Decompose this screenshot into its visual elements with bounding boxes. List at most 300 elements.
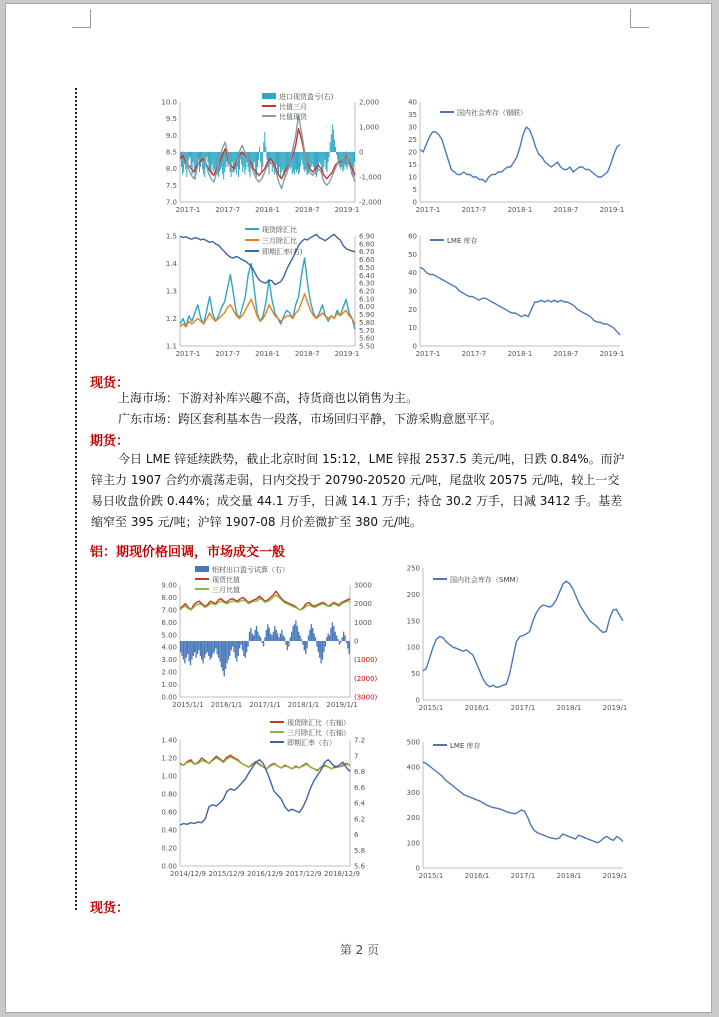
y-tick-label: 1.3	[165, 287, 177, 296]
legend-label: LME 库存	[447, 237, 478, 245]
chart-aluminum-fx-ratio	[145, 718, 390, 886]
series-line	[420, 267, 620, 335]
y-tick-label: 0	[412, 198, 417, 207]
y-tick-label: 1.00	[161, 772, 177, 781]
x-tick-label: 2019/1/1	[326, 701, 358, 709]
bar-mark	[204, 152, 205, 177]
y2-tick-label: 6.10	[359, 295, 375, 304]
x-tick-label: 2018-1	[507, 350, 533, 358]
x-tick-label: 2017-7	[461, 206, 487, 214]
y-tick-label: 200	[406, 814, 420, 823]
y2-tick-label: 5.70	[359, 326, 375, 335]
bar-mark	[283, 152, 284, 175]
bar-mark	[296, 152, 297, 172]
x-tick-label: 2017-1	[415, 350, 441, 358]
bar-mark	[221, 641, 222, 667]
bar-mark	[311, 152, 312, 167]
chart-aluminum-domestic-inventory	[398, 565, 628, 713]
x-tick-label: 2017-1	[415, 206, 441, 214]
bar-mark	[201, 641, 202, 660]
x-tick-label: 2015/12/9	[208, 870, 245, 878]
bar-mark	[310, 152, 311, 170]
bar-mark	[233, 641, 234, 652]
bar-mark	[214, 152, 215, 170]
bar-mark	[312, 628, 313, 641]
bar-mark	[180, 641, 181, 652]
x-tick-label: 2019-1	[599, 350, 625, 358]
x-tick-label: 2018-1	[255, 206, 280, 214]
x-tick-label: 2019-1	[599, 206, 625, 214]
bar-mark	[261, 152, 262, 172]
bar-mark	[315, 637, 316, 641]
y-tick-label: 1.5	[165, 232, 177, 241]
bar-mark	[319, 152, 320, 162]
y2-tick-label: 7	[354, 752, 359, 761]
series-line	[420, 127, 620, 182]
bar-mark	[219, 641, 220, 662]
bar-mark	[273, 632, 274, 641]
crop-mark-top-left	[72, 9, 91, 28]
bar-mark	[267, 624, 268, 641]
y2-tick-label: 7.2	[354, 736, 366, 745]
bar-mark	[285, 641, 286, 645]
bar-mark	[191, 641, 192, 660]
y-tick-label: 150	[406, 617, 420, 626]
bar-mark	[347, 641, 348, 648]
y2-tick-label: 2000	[354, 600, 372, 609]
margin-dotted-line	[75, 88, 77, 910]
series-line	[180, 760, 350, 825]
bar-mark	[301, 639, 302, 641]
bar-mark	[277, 634, 278, 641]
bar-mark	[257, 152, 258, 167]
bar-mark	[322, 641, 323, 660]
bar-mark	[283, 635, 284, 641]
bar-mark	[281, 152, 282, 172]
y2-tick-label: 6.8	[354, 768, 366, 776]
bar-mark	[330, 628, 331, 641]
legend-label: 铝材出口盈亏试算（右）	[212, 566, 289, 574]
bar-mark	[322, 152, 323, 172]
x-tick-label: 2018/1	[556, 872, 582, 880]
bar-mark	[305, 641, 306, 654]
bar-mark	[191, 152, 192, 167]
bar-mark	[332, 125, 333, 153]
bar-mark	[246, 641, 247, 652]
bar-mark	[264, 637, 265, 641]
y-tick-label: 50	[408, 250, 417, 259]
bar-mark	[197, 152, 198, 165]
bar-mark	[277, 152, 278, 170]
y2-tick-label: 6.30	[359, 279, 375, 288]
bar-mark	[225, 641, 226, 669]
y-tick-label: 1.40	[161, 736, 177, 745]
crop-mark-top-right	[630, 9, 649, 28]
y2-tick-label: 6.00	[359, 303, 375, 312]
bar-mark	[232, 152, 233, 162]
futures-text-line2: 锌主力 1907 合约亦震荡走弱，日内交投于 20790-20520 元/吨，尾盘收 20575 元/吨，较上一交	[91, 473, 620, 487]
bar-mark	[217, 641, 218, 654]
y-tick-label: 5	[412, 186, 417, 194]
bar-mark	[188, 641, 189, 662]
y-tick-label: 4.00	[161, 643, 177, 652]
chart-zinc-domestic-inventory	[395, 92, 625, 222]
bar-mark	[343, 632, 344, 641]
bar-mark	[184, 641, 185, 663]
bar-mark	[213, 152, 214, 172]
y2-tick-label: 5.80	[359, 318, 375, 327]
y-tick-label: 25	[408, 136, 417, 144]
y2-tick-label: 3000	[354, 581, 372, 590]
y-tick-label: 300	[406, 788, 420, 797]
bar-mark	[245, 641, 246, 658]
legend-label: 现货比值	[212, 576, 240, 584]
y-tick-label: 7.0	[165, 198, 177, 207]
bar-mark	[331, 135, 332, 153]
bar-mark	[336, 152, 337, 155]
bar-mark	[240, 641, 241, 645]
page-number: 第 2 页	[339, 943, 380, 957]
bar-mark	[212, 152, 213, 165]
bar-mark	[342, 637, 343, 641]
y-tick-label: 30	[408, 287, 417, 296]
bar-mark	[210, 152, 211, 172]
bar-mark	[205, 641, 206, 654]
bar-mark	[323, 152, 324, 167]
bar-mark	[297, 152, 298, 170]
bar-mark	[266, 630, 267, 641]
shanghai-market-text: 上海市场：下游对补库兴趣不高，持货商也以销售为主。	[118, 391, 419, 405]
bar-mark	[328, 634, 329, 641]
bar-mark	[259, 147, 260, 152]
x-tick-label: 2017/1	[510, 704, 536, 712]
bar-mark	[249, 632, 250, 641]
bar-mark	[197, 641, 198, 654]
y-tick-label: 0	[415, 864, 420, 873]
y-tick-label: 60	[408, 232, 417, 241]
y2-tick-label: -2,000	[359, 198, 382, 207]
x-tick-label: 2018-1	[507, 206, 533, 214]
bar-mark	[259, 635, 260, 641]
y-tick-label: 0.60	[161, 808, 177, 817]
y-tick-label: 6.00	[161, 618, 177, 627]
bar-mark	[326, 637, 327, 641]
x-tick-label: 2016/1	[464, 872, 490, 880]
bar-mark	[242, 152, 243, 172]
bar-mark	[269, 628, 270, 641]
bar-mark	[250, 628, 251, 641]
legend-label: 即期汇率(右)	[262, 248, 303, 256]
bar-mark	[302, 641, 303, 645]
x-tick-label: 2019-1	[334, 206, 360, 214]
bar-mark	[247, 641, 248, 647]
guangdong-market-text: 广东市场：跨区套利基本告一段落，市场回归平静，下游采购意愿平平。	[118, 412, 503, 426]
bar-mark	[346, 641, 347, 643]
bar-mark	[252, 634, 253, 641]
x-tick-label: 2015/1/1	[172, 701, 204, 709]
y2-tick-label: -1,000	[359, 173, 382, 182]
bar-mark	[195, 641, 196, 658]
y-tick-label: 5.00	[161, 631, 177, 640]
legend-swatch	[195, 566, 209, 572]
chart-zinc-import-ratio	[150, 92, 390, 222]
bar-mark	[254, 630, 255, 641]
y2-tick-label: (3000)	[354, 693, 378, 702]
bar-mark	[314, 152, 315, 170]
bar-mark	[188, 152, 189, 160]
bar-mark	[208, 152, 209, 170]
bar-mark	[320, 152, 321, 165]
y-tick-label: 1.4	[165, 260, 177, 268]
y2-tick-label: 5.50	[359, 342, 375, 351]
spot-heading-2: 现货：	[90, 901, 130, 916]
y-tick-label: 8.00	[161, 593, 177, 602]
bar-mark	[344, 635, 345, 641]
bar-mark	[335, 147, 336, 152]
x-tick-label: 2018-7	[553, 350, 579, 358]
bar-mark	[280, 634, 281, 641]
bar-mark	[299, 152, 300, 172]
bar-mark	[298, 632, 299, 641]
y-tick-label: 0	[415, 696, 420, 705]
legend-swatch	[262, 93, 276, 99]
y-tick-label: 35	[408, 111, 417, 119]
aluminum-section-title: 铝：期现价格回调，市场成交一般	[90, 545, 286, 560]
bar-mark	[260, 637, 261, 641]
series-line	[423, 762, 623, 843]
bar-mark	[291, 632, 292, 641]
y-tick-label: 100	[406, 839, 420, 848]
bar-mark	[308, 635, 309, 641]
legend-label: 比值现货	[279, 113, 307, 121]
y2-tick-label: 6	[354, 831, 359, 839]
y-tick-label: 8.5	[165, 148, 177, 157]
bar-mark	[333, 626, 334, 641]
y2-tick-label: 5.60	[359, 334, 375, 343]
bar-mark	[264, 132, 265, 152]
y2-tick-label: 5.6	[354, 862, 366, 871]
x-tick-label: 2018/1/1	[287, 701, 320, 709]
y-tick-label: 50	[411, 670, 420, 679]
bar-mark	[194, 641, 195, 652]
bar-mark	[200, 641, 201, 656]
y2-tick-label: 6.20	[359, 287, 375, 296]
bar-mark	[281, 630, 282, 641]
bar-mark	[206, 152, 207, 157]
legend-label: 三月比值	[212, 586, 240, 594]
bar-mark	[309, 630, 310, 641]
legend-label: 三月除汇比（右轴）	[287, 729, 350, 737]
bar-mark	[316, 152, 317, 177]
x-tick-label: 2016/1/1	[210, 701, 243, 709]
bar-mark	[321, 641, 322, 663]
bar-mark	[334, 140, 335, 153]
y2-tick-label: (2000)	[354, 674, 378, 683]
bar-mark	[212, 641, 213, 654]
bar-mark	[223, 152, 224, 180]
y-tick-label: 250	[406, 564, 420, 573]
y-tick-label: 15	[408, 161, 417, 169]
x-tick-label: 2017/12/9	[285, 870, 322, 878]
bar-mark	[316, 641, 317, 647]
legend-label: 进口现货盈亏(右)	[279, 93, 334, 101]
bar-mark	[207, 641, 208, 652]
y-tick-label: 400	[406, 763, 420, 772]
bar-mark	[186, 641, 187, 658]
y2-tick-label: 5.90	[359, 311, 375, 320]
y2-tick-label: 6.60	[359, 256, 375, 265]
bar-mark	[193, 641, 194, 656]
x-tick-label: 2016/12/9	[247, 870, 283, 878]
y-tick-label: 40	[408, 269, 417, 278]
bar-mark	[321, 152, 322, 170]
bar-mark	[328, 152, 329, 162]
bar-mark	[327, 152, 328, 172]
bar-mark	[232, 641, 233, 647]
x-tick-label: 2017-7	[215, 350, 241, 358]
x-tick-label: 2016/1	[464, 704, 490, 712]
bar-mark	[278, 152, 279, 175]
x-tick-label: 2017-7	[461, 350, 487, 358]
y-tick-label: 1.2	[165, 315, 177, 323]
x-tick-label: 2017-1	[175, 350, 201, 358]
bar-mark	[324, 152, 325, 160]
x-tick-label: 2018-7	[294, 350, 320, 358]
bar-mark	[262, 152, 263, 167]
y2-tick-label: 6.40	[359, 271, 375, 280]
legend-label: 国内社会库存（钢联）	[457, 109, 527, 117]
y-tick-label: 7.5	[165, 181, 177, 190]
chart-zinc-fx-ratio	[150, 226, 390, 364]
bar-mark	[280, 152, 281, 177]
x-tick-label: 2019-1	[334, 350, 360, 358]
bar-mark	[336, 635, 337, 641]
bar-mark	[239, 641, 240, 648]
x-tick-label: 2018-7	[553, 206, 579, 214]
y-tick-label: 0.80	[161, 790, 177, 799]
y-tick-label: 0.00	[161, 693, 177, 702]
x-tick-label: 2017-1	[175, 206, 201, 214]
y-tick-label: 2.00	[161, 668, 177, 677]
y2-tick-label: 0	[354, 637, 359, 646]
bar-mark	[299, 635, 300, 641]
futures-text-line3: 易日收盘价跌 0.44%；成交量 44.1 万手，日减 14.1 万手；持仓 30.2 万手，日减 3412 手。基差	[91, 494, 623, 508]
y-tick-label: 0.20	[161, 844, 177, 853]
y2-tick-label: 1,000	[359, 123, 380, 132]
bar-mark	[323, 641, 324, 652]
y2-tick-label: 6.4	[354, 799, 366, 808]
y-tick-label: 40	[408, 98, 417, 107]
y-tick-label: 9.5	[165, 115, 177, 124]
y-tick-label: 7.00	[161, 606, 177, 615]
bar-mark	[337, 152, 338, 160]
y-tick-label: 0.00	[161, 862, 177, 871]
legend-label: LME 库存	[450, 742, 481, 750]
bar-mark	[276, 630, 277, 641]
bar-mark	[193, 152, 194, 162]
bar-mark	[243, 641, 244, 656]
bar-mark	[298, 152, 299, 175]
bar-mark	[194, 152, 195, 170]
bar-mark	[257, 632, 258, 641]
chart-aluminum-lme-inventory	[398, 735, 628, 885]
x-tick-label: 2015/1	[418, 704, 444, 712]
bar-mark	[284, 637, 285, 641]
bar-mark	[306, 641, 307, 648]
bar-mark	[329, 152, 330, 157]
bar-mark	[215, 641, 216, 648]
bar-mark	[263, 142, 264, 152]
bar-mark	[211, 641, 212, 658]
bar-mark	[319, 641, 320, 658]
bar-mark	[304, 641, 305, 650]
x-tick-label: 2018-1	[255, 350, 280, 358]
bar-mark	[295, 152, 296, 170]
bar-mark	[311, 624, 312, 641]
y2-tick-label: 6.80	[359, 240, 375, 249]
legend-label: 即期汇率（右）	[287, 739, 336, 747]
y2-tick-label: 1000	[354, 618, 372, 627]
y2-tick-label: 6.6	[354, 783, 366, 792]
y-tick-label: 9.00	[161, 581, 177, 590]
legend-label: 现货除汇比	[262, 226, 297, 234]
bar-mark	[292, 626, 293, 641]
x-tick-label: 2017/1	[510, 872, 536, 880]
bar-mark	[187, 641, 188, 654]
bar-mark	[261, 641, 262, 643]
bar-mark	[297, 626, 298, 641]
bar-mark	[270, 634, 271, 641]
bar-mark	[329, 635, 330, 641]
bar-mark	[228, 641, 229, 660]
y2-tick-label: 6.90	[359, 232, 375, 241]
y-tick-label: 20	[408, 148, 417, 157]
x-tick-label: 2018-7	[294, 206, 320, 214]
y2-tick-label: 0	[359, 148, 364, 157]
bar-mark	[301, 152, 302, 160]
bar-mark	[349, 641, 350, 654]
y-tick-label: 10	[408, 324, 417, 333]
bar-mark	[276, 152, 277, 165]
bar-mark	[218, 641, 219, 658]
y-tick-label: 8.0	[165, 165, 177, 174]
bar-mark	[242, 641, 243, 650]
bar-mark	[226, 641, 227, 663]
bar-mark	[294, 152, 295, 175]
y-tick-label: 0.40	[161, 826, 177, 835]
legend-label: 现货除汇比（右轴）	[287, 719, 350, 727]
y-tick-label: 1.1	[165, 342, 177, 351]
y2-tick-label: 6.2	[354, 815, 366, 824]
bar-mark	[340, 641, 341, 643]
y-tick-label: 200	[406, 590, 420, 599]
bar-mark	[330, 142, 331, 152]
y-tick-label: 1.20	[161, 754, 177, 763]
bar-mark	[202, 641, 203, 663]
y-tick-label: 9.0	[165, 131, 177, 140]
y-tick-label: 20	[408, 305, 417, 314]
y-tick-label: 3.00	[161, 656, 177, 665]
bar-mark	[287, 641, 288, 650]
bar-mark	[254, 152, 255, 162]
bar-mark	[204, 641, 205, 658]
bar-mark	[253, 635, 254, 641]
bar-mark	[263, 641, 264, 647]
bar-mark	[222, 641, 223, 671]
bar-mark	[207, 152, 208, 162]
bar-mark	[271, 635, 272, 641]
bar-mark	[303, 152, 304, 170]
